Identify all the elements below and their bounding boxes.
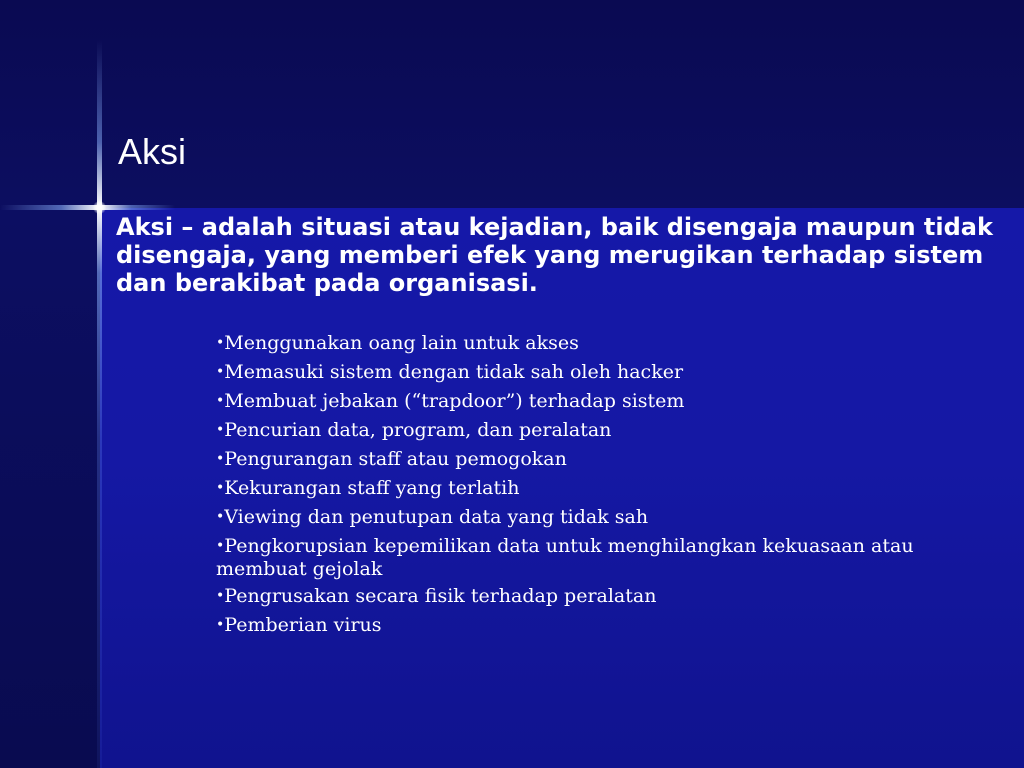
list-item — [216, 536, 1006, 580]
list-item-text: Membuat jebakan (“trapdoor”) terhadap sistem — [224, 390, 685, 412]
list-item-text: Pengurangan staff atau pemogokan — [224, 448, 567, 470]
bullet-icon: • — [216, 480, 225, 496]
intro-definition: Aksi – adalah situasi atau kejadian, baik disengaja maupun tidak disengaja, yang memberi efek yang merugikan terhadap sistem dan berakibat pada organisasi. — [116, 213, 993, 297]
light-flare-core — [93, 201, 106, 214]
list-item-text: Pengkorupsian kepemilikan data untuk menghilangkan kekuasaan atau membuat gejolak — [216, 535, 914, 580]
light-flare-vertical — [97, 40, 102, 768]
bullet-icon: • — [216, 335, 225, 351]
list-item — [216, 586, 1006, 609]
bullet-icon: • — [216, 422, 225, 438]
list-item — [216, 615, 1006, 638]
bullet-icon: • — [216, 538, 225, 554]
light-flare-horizontal — [0, 205, 175, 210]
list-item — [216, 391, 1006, 414]
list-item-text: Pemberian virus — [224, 614, 382, 636]
list-item — [216, 478, 1006, 501]
list-item-text: Viewing dan penutupan data yang tidak sah — [224, 506, 649, 528]
bullet-icon: • — [216, 588, 225, 604]
list-item — [216, 507, 1006, 530]
list-item — [216, 420, 1006, 443]
list-item-text: Menggunakan oang lain untuk akses — [224, 332, 579, 354]
list-item-text: Pencurian data, program, dan peralatan — [224, 419, 612, 441]
bullet-icon: • — [216, 617, 225, 633]
list-item — [216, 362, 1006, 385]
left-margin-strip — [0, 208, 100, 768]
list-item-text: Pengrusakan secara fisik terhadap peralatan — [224, 585, 657, 607]
bullet-icon: • — [216, 509, 225, 525]
slide-title: Aksi — [118, 131, 187, 172]
bullet-icon: • — [216, 364, 225, 380]
bullet-icon: • — [216, 393, 225, 409]
bullet-list — [216, 333, 1006, 644]
title-area-background — [0, 0, 1024, 208]
bullet-icon: • — [216, 451, 225, 467]
list-item-text: Memasuki sistem dengan tidak sah oleh hacker — [224, 361, 684, 383]
list-item-text: Kekurangan staff yang terlatih — [224, 477, 520, 499]
list-item — [216, 449, 1006, 472]
list-item — [216, 333, 1006, 356]
